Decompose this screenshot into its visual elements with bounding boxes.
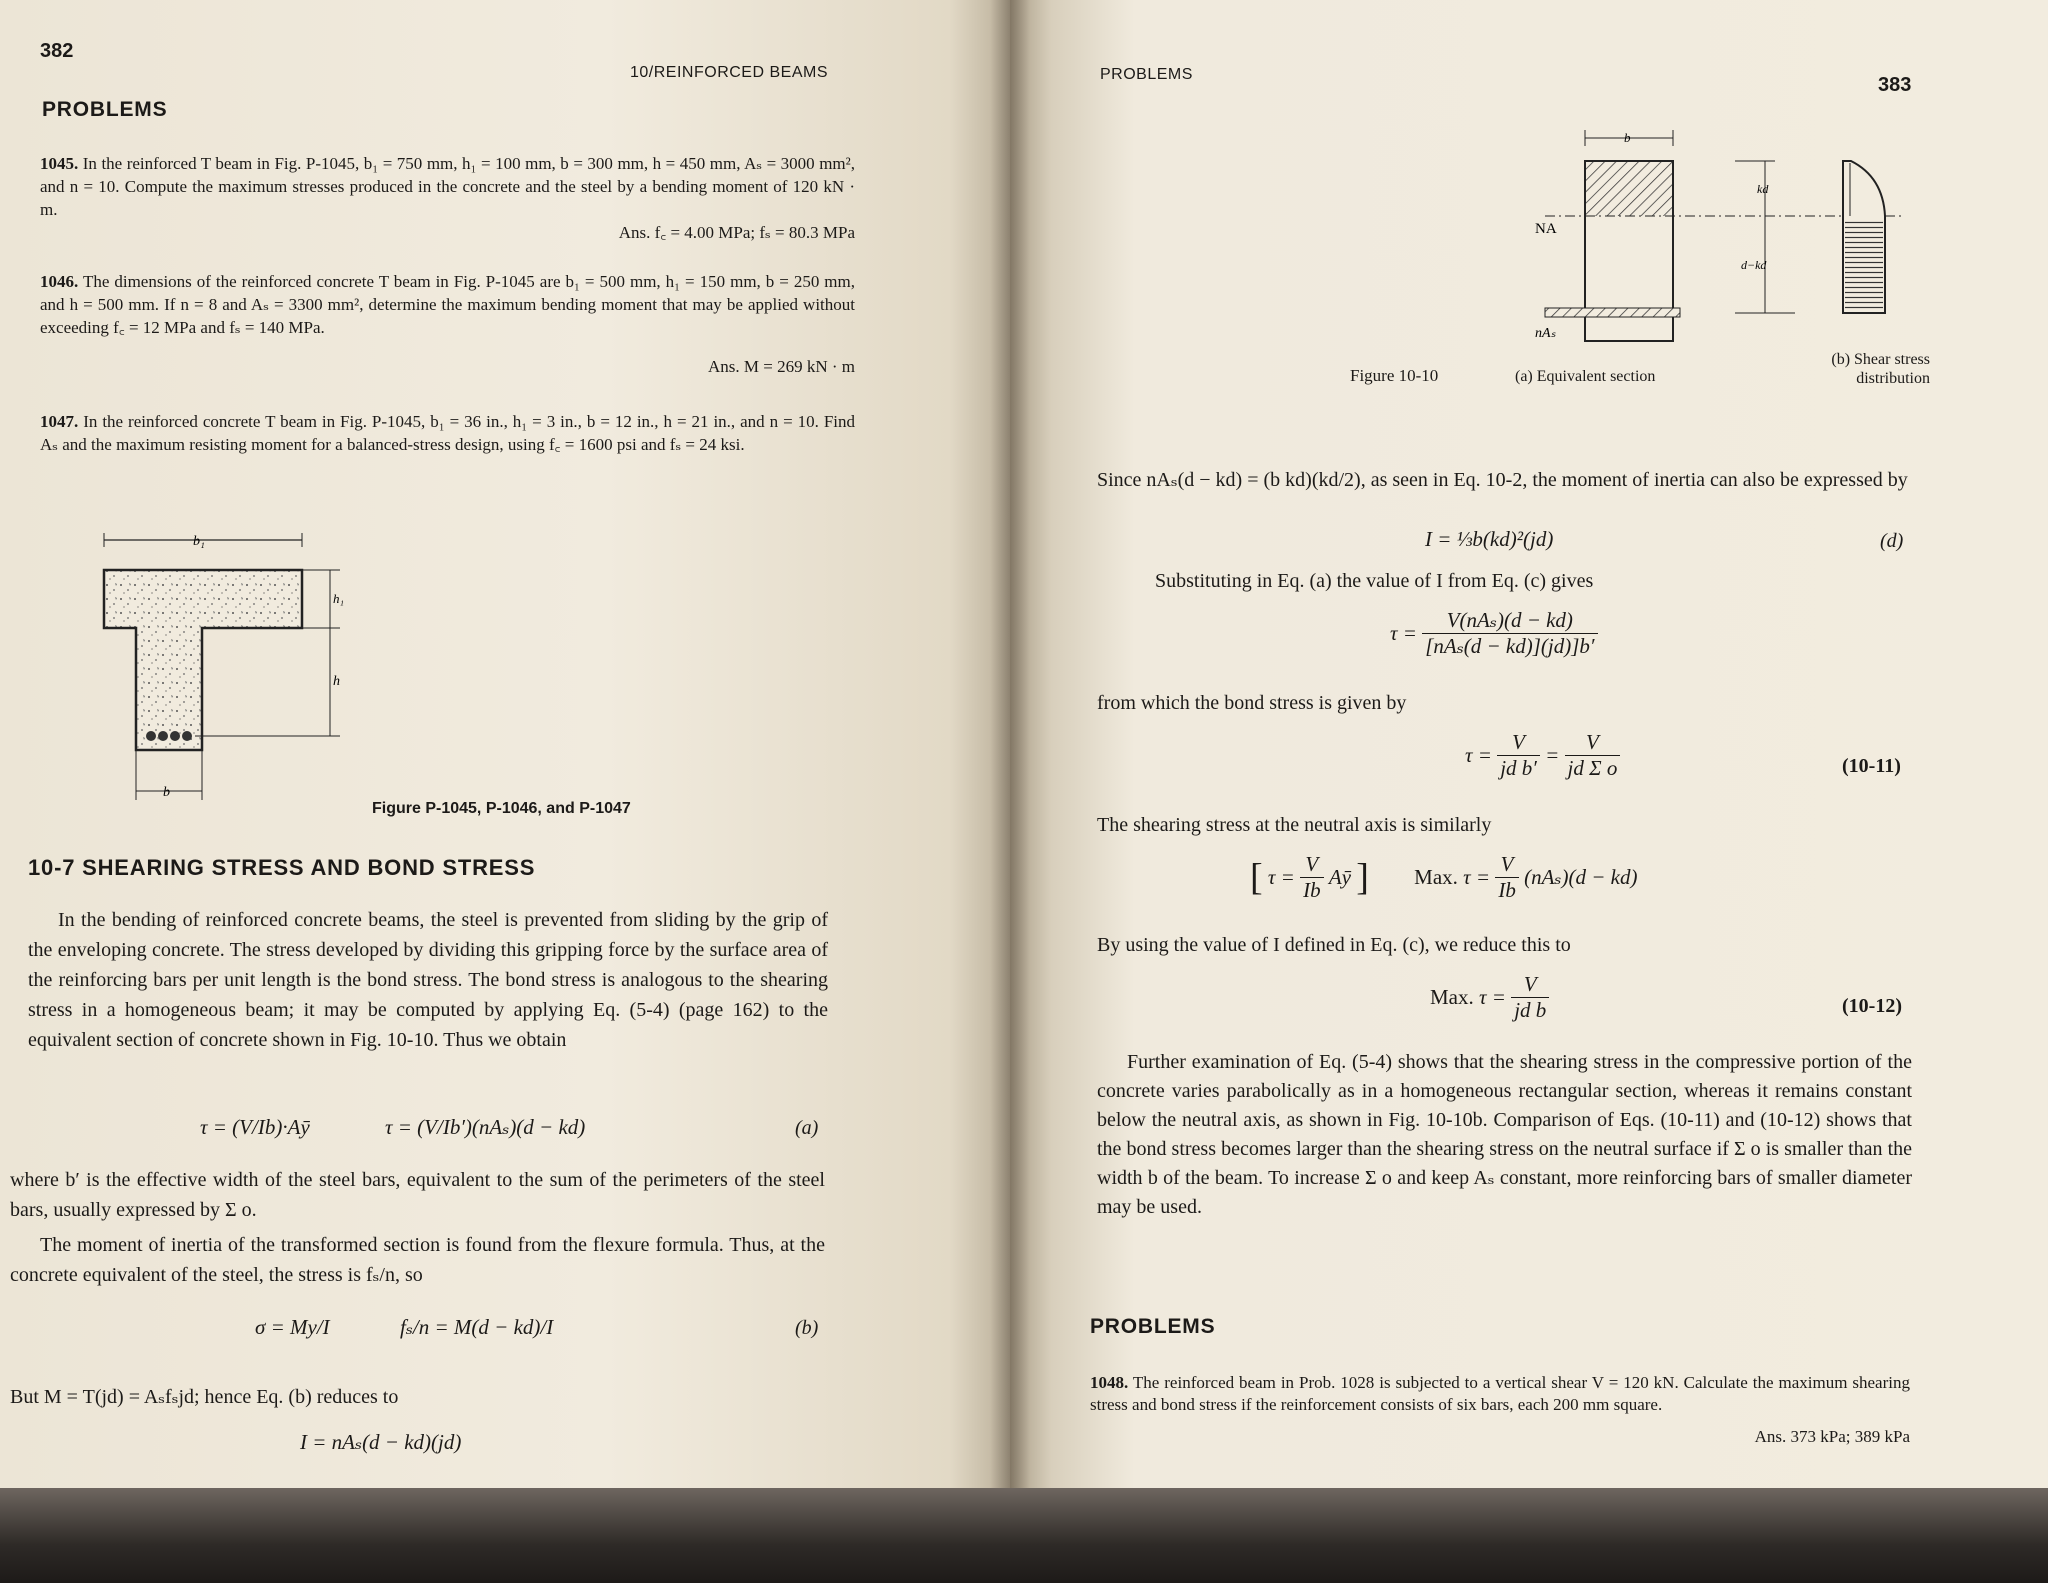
equation-a xyxy=(200,1105,830,1165)
problems-heading-right: PROBLEMS xyxy=(1090,1315,1216,1338)
right-page xyxy=(1010,0,2048,1583)
equation-b-left: σ = My/I xyxy=(255,1315,330,1339)
problem-1045: 1045. In the reinforced T beam in Fig. P-1045, b₁ = 750 mm, h₁ = 100 mm, b = 300 mm, h = 450 mm, Aₛ = 3000 mm², and n = 10. Compute the maximum stresses produced in the concrete and the steel by a bending moment of 120 kN · m. Ans. f꜀ = 4.00 MPa; fₛ = 80.3 MPa xyxy=(40,154,855,242)
problem-1048: 1048. The reinforced beam in Prob. 1028 is subjected to a vertical shear V = 120 kN. Calculate the maximum shearing stress and bond stress if the reinforcement consists of six bars, each 200 mm square. Ans. 373 kPa; 389 kPa xyxy=(1090,1373,1910,1446)
section-para-2: where b′ is the effective width of the steel bars, equivalent to the sum of the perimeters of the steel bars, usually expressed by Σ o. xyxy=(10,1169,825,1221)
right-para-2: Substituting in Eq. (a) the value of I from Eq. (c) gives xyxy=(1155,570,1594,592)
equation-b xyxy=(255,1305,830,1365)
running-head-left: 10/REINFORCED BEAMS xyxy=(630,64,828,81)
right-para-5: By using the value of I defined in Eq. (c), we reduce this to xyxy=(1097,934,1571,956)
fig-label-na: NA xyxy=(1535,221,1557,237)
problems-heading-left: PROBLEMS xyxy=(42,98,168,121)
equation-10-12-number: (10-12) xyxy=(1842,995,1902,1017)
fig-label-d-kd: d−kd xyxy=(1741,258,1767,272)
book-gutter xyxy=(990,0,1030,1583)
section-para-1: In the bending of reinforced concrete beams, the steel is prevented from sliding by the grip of the enveloping concrete. The stress developed by dividing this gripping force by the surface area of the reinforcing bars per unit length is the bond stress. The bond stress is analogous to the shearing stress in a homogeneous beam; it may be computed by applying Eq. (5-4) (page 162) to the equivalent section of concrete shown in Fig. 10-10. Thus we obtain xyxy=(28,909,828,1051)
equation-neutral-axis: [ τ = $\frac{V}{Ib}$ Aȳ ] Max. τ = $\frac{V}{Ib}$ (nAₛ)(d − kd) xyxy=(1250,852,1638,902)
section-para-4: But M = T(jd) = Aₛfₛjd; hence Eq. (b) reduces to xyxy=(10,1386,399,1408)
background-surface xyxy=(0,1488,2048,1583)
equation-d-number: (d) xyxy=(1880,530,1904,552)
eq-sub-numerator: V(nAₛ)(d − kd) xyxy=(1422,608,1597,634)
section-para-3: The moment of inertia of the transformed section is found from the flexure formula. Thus, at the concrete equivalent of the steel, the stress is fₛ/n, so xyxy=(10,1234,825,1286)
t-beam-figure xyxy=(90,525,360,815)
problem-1047: 1047. In the reinforced concrete T beam in Fig. P-1045, b₁ = 36 in., h₁ = 3 in., b = 12 in., h = 21 in., and n = 10. Find Aₛ and the maximum resisting moment for a balanced-stress design, using f꜀ = 1600 psi and fₛ = 24 ksi. xyxy=(40,412,855,454)
answer-1048: Ans. 373 kPa; 389 kPa xyxy=(1754,1427,1910,1446)
right-para-6: Further examination of Eq. (5-4) shows that the shearing stress in the compressive portion of the concrete varies parabolically as in a homogeneous rectangular section, whereas it remains constant below the neutral axis, as shown in Fig. 10-10b. Comparison of Eqs. (10-11) and (10-12) shows that the bond stress becomes larger than the shearing stress on the neutral surface if Σ o is smaller than the width b of the beam. To increase Σ o and keep Aₛ constant, more reinforcing bars of smaller diameter may be used. xyxy=(1097,1051,1912,1218)
fig-label-kd: kd xyxy=(1757,182,1769,196)
equation-substituted: τ = $\frac{\text{V(nAₛ)(d − kd)}}{\text{[nAₛ(d − kd)](jd)]b′}}$ xyxy=(1390,608,1598,659)
equation-10-11: τ = $\frac{V}{\text{jd b′}}$ = $\frac{V}{\text{jd Σ o}}$ xyxy=(1465,730,1620,781)
answer-1045: Ans. f꜀ = 4.00 MPa; fₛ = 80.3 MPa xyxy=(618,223,855,242)
right-para-1: Since nAₛ(d − kd) = (b kd)(kd/2), as seen in Eq. 10-2, the moment of inertia can also be expressed by xyxy=(1097,469,1908,491)
figure-10-10 xyxy=(1505,125,1935,355)
equation-b-number: (b) xyxy=(795,1317,819,1339)
equation-a-left: τ = (V/Ib)·Aȳ xyxy=(200,1115,310,1139)
label-h1: h₁ xyxy=(333,591,345,606)
label-b1: b₁ xyxy=(193,534,205,549)
answer-1046: Ans. M = 269 kN · m xyxy=(707,357,855,376)
eq-sub-denominator: [nAₛ(d − kd)](jd)]b′ xyxy=(1425,634,1595,658)
equation-a-right: τ = (V/Ib′)(nAₛ)(d − kd) xyxy=(385,1115,586,1139)
fig-label-b: b xyxy=(1624,130,1631,145)
equation-inertia: I = nAₛ(d − kd)(jd) xyxy=(300,1430,462,1454)
running-head-right: PROBLEMS xyxy=(1100,66,1193,83)
label-h: h xyxy=(333,674,340,689)
page-number-right: 383 xyxy=(1878,74,1912,96)
right-para-4: The shearing stress at the neutral axis is similarly xyxy=(1097,814,1492,836)
label-b: b xyxy=(163,785,170,800)
figure-caption-p1045: Figure P-1045, P-1046, and P-1047 xyxy=(372,800,631,817)
equation-10-11-number: (10-11) xyxy=(1842,755,1901,777)
problem-1046: 1046. The dimensions of the reinforced concrete T beam in Fig. P-1045 are b₁ = 500 mm, h₁ = 150 mm, b = 250 mm, and h = 500 mm. If n = 8 and Aₛ = 3300 mm², determine the maximum bending moment that may be applied without exceeding f꜀ = 12 MPa and fₛ = 140 MPa. Ans. M = 269 kN · m xyxy=(40,272,855,376)
figure-10-10b-caption: (b) Shear stress distribution xyxy=(1831,351,1930,387)
page-number-left: 382 xyxy=(40,40,74,62)
figure-10-10-caption: Figure 10-10 xyxy=(1350,366,1439,385)
equation-a-number: (a) xyxy=(795,1117,819,1139)
fig-label-nas: nAₛ xyxy=(1535,326,1556,341)
equation-10-12: Max. τ = $\frac{V}{\text{jd b}}$ xyxy=(1430,972,1549,1023)
equation-b-right: fₛ/n = M(d − kd)/I xyxy=(400,1315,554,1339)
figure-10-10a-caption: (a) Equivalent section xyxy=(1515,368,1656,385)
section-heading-10-7: 10-7 SHEARING STRESS AND BOND STRESS xyxy=(28,855,536,880)
equation-d: I = ⅓b(kd)²(jd) xyxy=(1425,527,1554,551)
right-para-3: from which the bond stress is given by xyxy=(1097,692,1407,714)
left-page xyxy=(0,0,1010,1583)
